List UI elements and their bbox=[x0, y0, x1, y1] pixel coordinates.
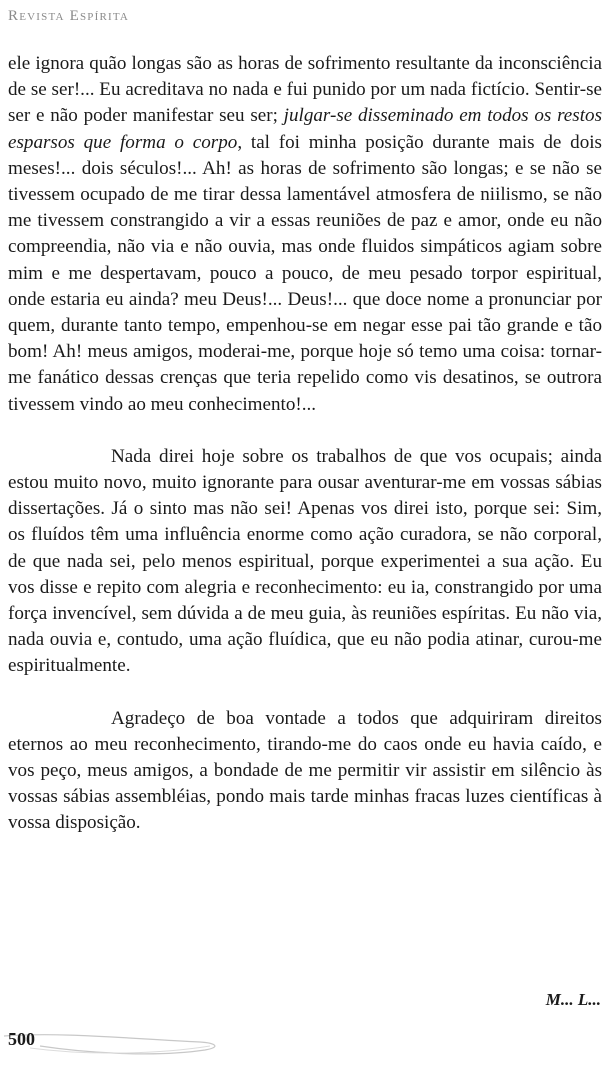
paragraph-1-italic-text: julgar-se disseminado em todos os restos esparsos que forma o corpo bbox=[8, 105, 602, 153]
paragraph-1-text-end: , tal foi minha posição durante mais de dois meses!... dois séculos!... Ah! as horas de sofrimento são longas; e se não se tivessem ocupado de me tirar dessa lamentável atmosfera de niilismo, se não me tivessem constrangido a vir a essas reuniões de paz e amor, onde eu não compreendia, não via e não ouvia, mas onde fluidos simpáticos agiam sobre mim e me despertavam, pouco a pouco, de meu pesado torpor espiritual, onde estaria eu ainda? meu Deus!... Deus!... que doce nome a pronunciar por quem, durante tanto tempo, empenhou-se em negar esse pai tão grande e tão bom! Ah! meus amigos, moderai-me, porque hoje só temo uma coisa: tornar-me fanático dessas crenças que teria repelido como vis desatinos, se outrora tivessem vindo ao meu conhecimento!... bbox=[8, 131, 602, 415]
author-signature: M... L... bbox=[545, 990, 601, 1009]
paragraph-2: Nada direi hoje sobre os trabalhos de que vos ocupais; ainda estou muito novo, muito ignorante para ousar aventurar-me em vossas sábias dissertações. Já o sinto mas não sei! Apenas vos direi isto, porque sei: Sim, os fluídos têm uma influência enorme como ação curadora, se não corporal, de que nada sei, pelo menos espiritual, porque experimentei a sua ação. Eu vos disse e repito com alegria e reconhecimento: eu ia, constrangido por uma força invencível, sem dúvida a de meu guia, às reuniões espíritas. Eu não via, nada ouvia e, contudo, uma ação fluídica, que eu não podia atinar, curou-me espiritualmente. bbox=[8, 445, 602, 677]
paragraph-3: Agradeço de boa vontade a todos que adquiriram direitos eternos ao meu reconhecimento, tirando-me do caos onde eu havia caído, e vos peço, meus amigos, a bondade de me permitir vir assistir em silêncio às vossas sábias assembléias, pondo mais tarde minhas fracas luzes científicas à vossa disposição. bbox=[8, 707, 602, 834]
paragraph-spacer bbox=[8, 418, 602, 444]
page-body bbox=[8, 51, 602, 837]
paragraph-spacer bbox=[8, 680, 602, 706]
page-number: 500 bbox=[8, 1029, 35, 1049]
running-header: Revista Espírita bbox=[8, 8, 130, 24]
paragraph-1 bbox=[8, 51, 602, 418]
paragraph-1-text-start: ele ignora quão longas são as horas de sofrimento resultante da inconsciência de se ser!... Eu acreditava no nada e fui punido por um nada fictício. Sentir-se ser e não poder manifestar seu ser; bbox=[8, 53, 602, 127]
